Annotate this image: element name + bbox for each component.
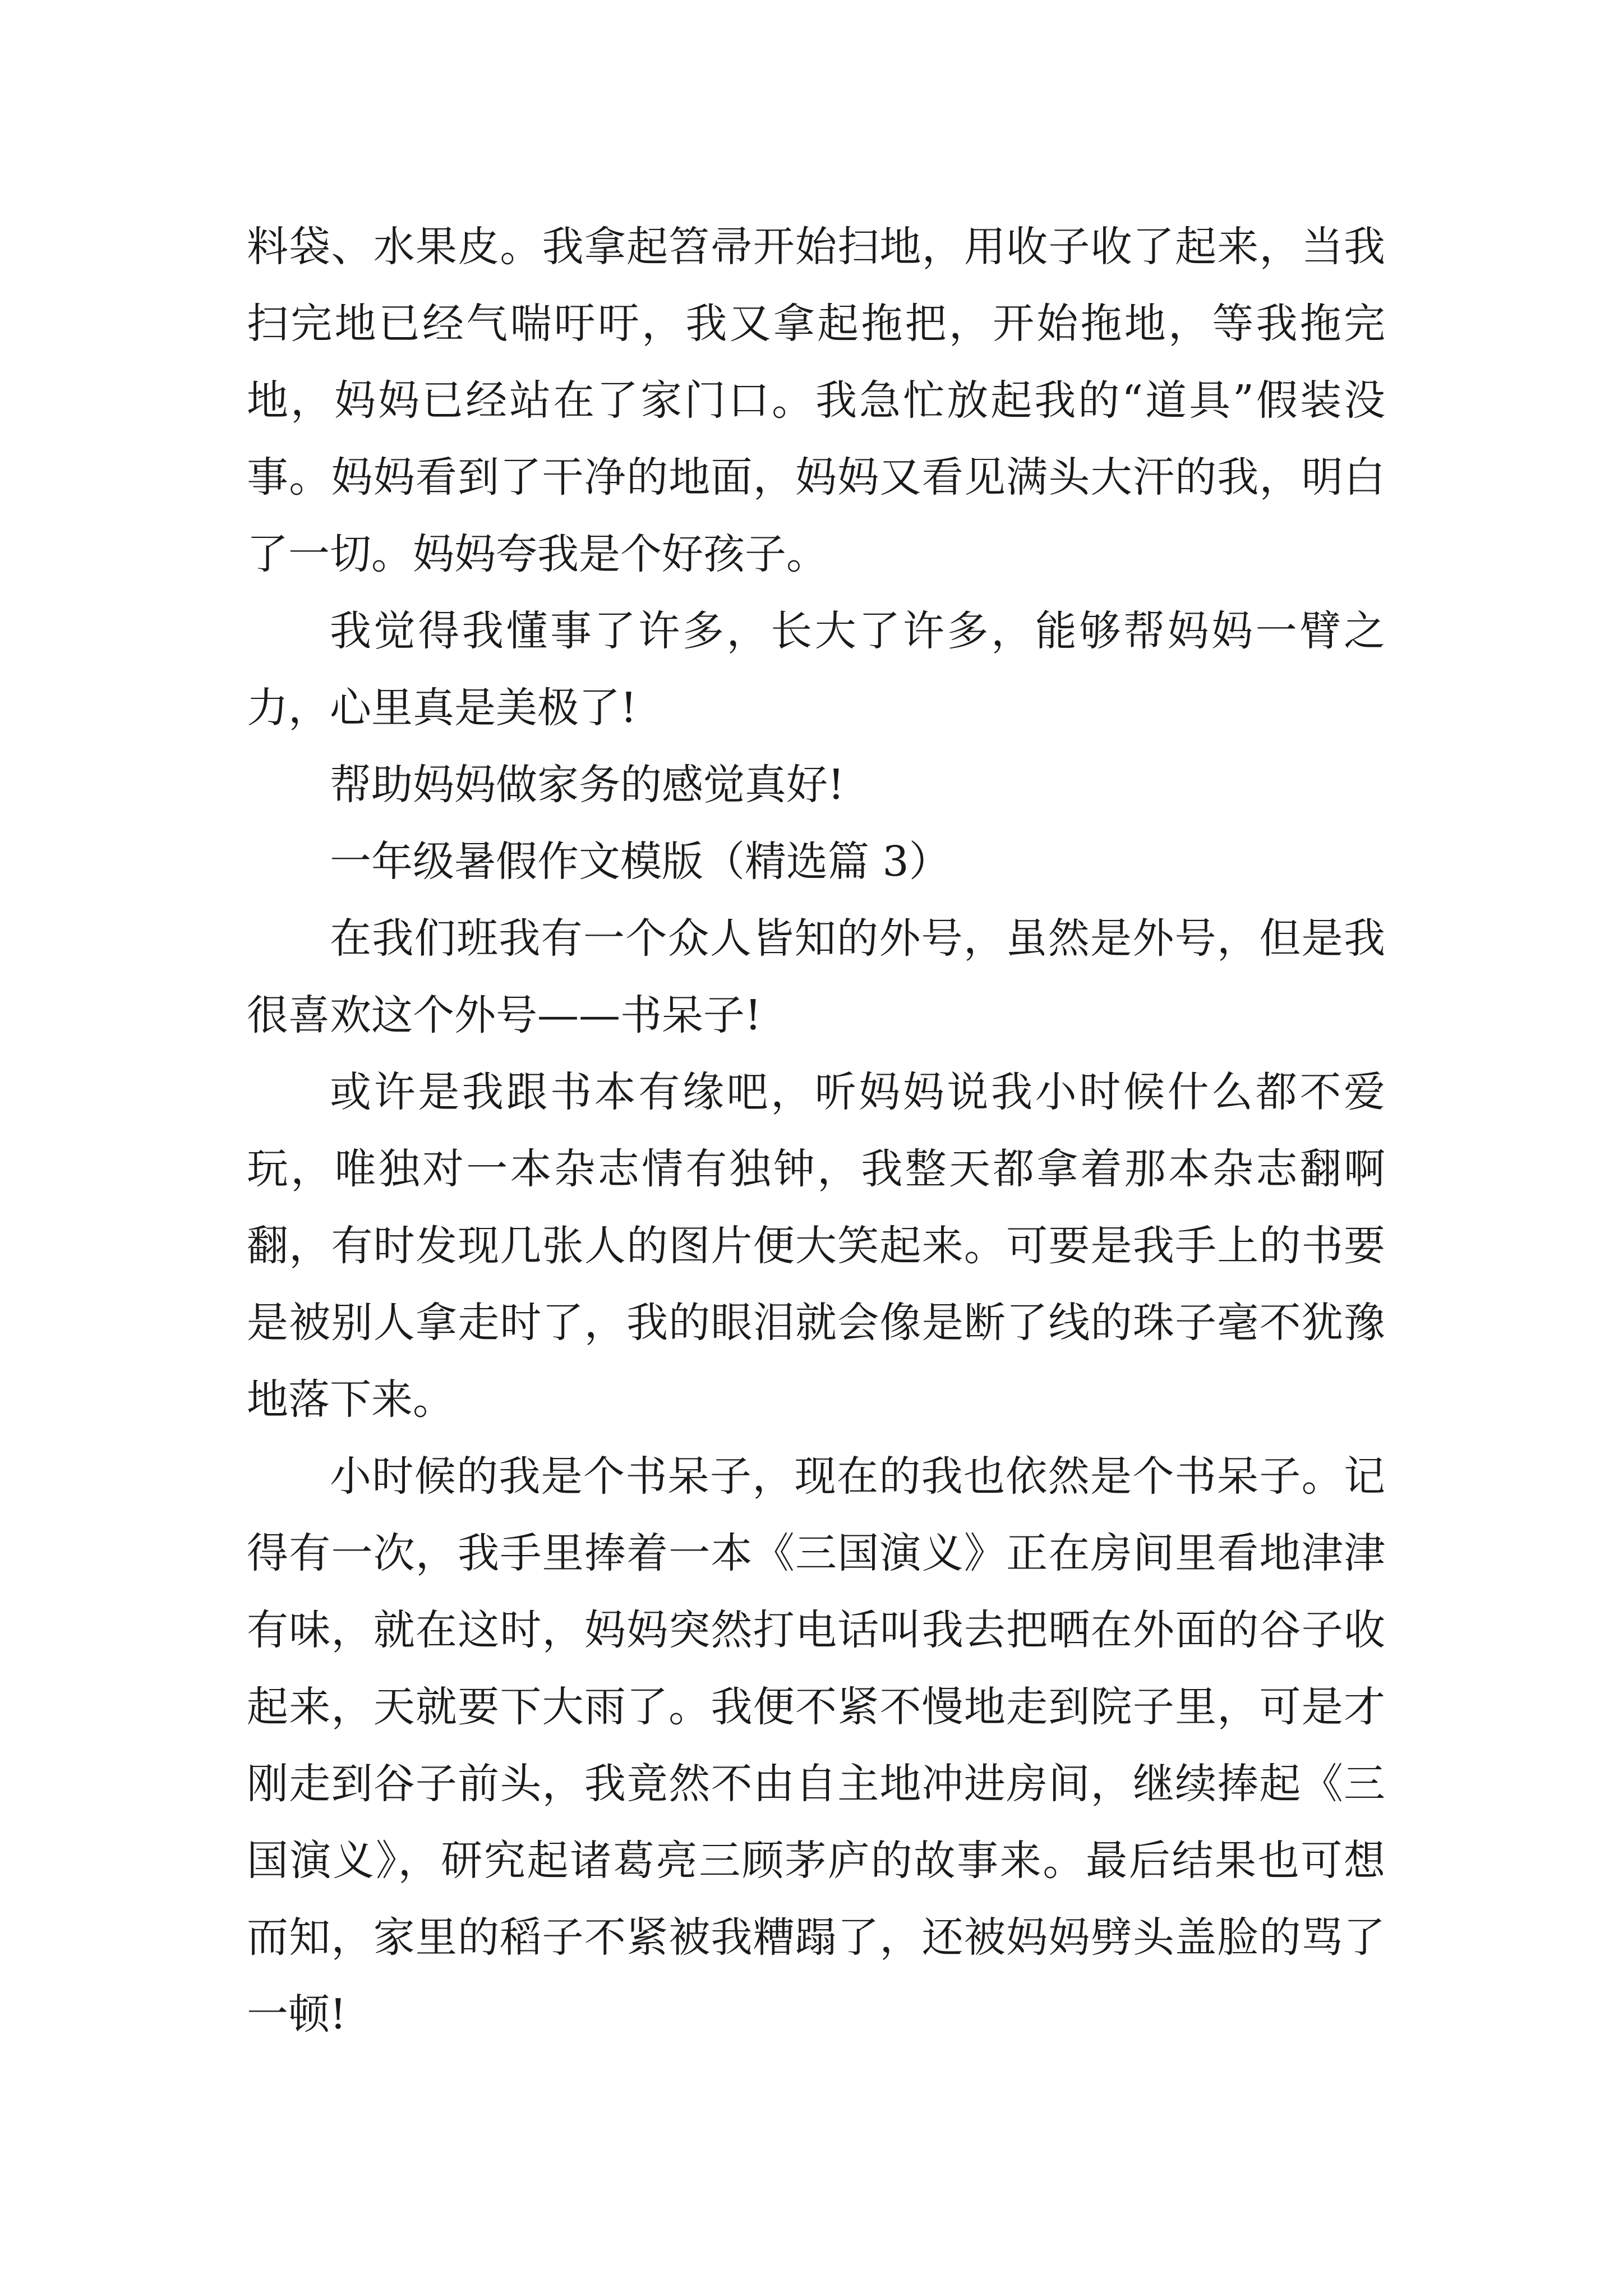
paragraph: 我觉得我懂事了许多，长大了许多，能够帮妈妈一臂之力，心里真是美极了! (247, 607, 1385, 732)
paragraph: 帮助妈妈做家务的感觉真好! (330, 761, 845, 809)
section-heading: 一年级暑假作文模版（精选篇 3） (330, 838, 951, 886)
paragraph-continued: 料袋、水果皮。我拿起笤帚开始扫地，用收子收了起来，当我扫完地已经气喘吁吁，我又拿起拖把，开始拖地，等我拖完地，妈妈已经站在了家门口。我急忙放起我的“道具”假装没事。妈妈看到了干净的地面，妈妈又看见满头大汗的我，明白了一切。妈妈夸我是个好孩子。 (247, 223, 1385, 578)
paragraph: 在我们班我有一个众人皆知的外号，虽然是外号，但是我很喜欢这个外号——书呆子! (247, 914, 1385, 1039)
paragraph: 小时候的我是个书呆子，现在的我也依然是个书呆子。记得有一次，我手里捧着一本《三国演义》正在房间里看地津津有味，就在这时，妈妈突然打电话叫我去把晒在外面的谷子收起来，天就要下大雨了。我便不紧不慢地走到院子里，可是才刚走到谷子前头，我竟然不由自主地冲进房间，继续捧起《三国演义》，研究起诸葛亮三顾茅庐的故事来。最后结果也可想而知，家里的稻子不紧被我糟蹋了，还被妈妈劈头盖脸的骂了一顿! (247, 1452, 1385, 2039)
document-body (247, 209, 1385, 2053)
paragraph: 或许是我跟书本有缘吧，听妈妈说我小时候什么都不爱玩，唯独对一本杂志情有独钟，我整天都拿着那本杂志翻啊翻，有时发现几张人的图片便大笑起来。可要是我手上的书要是被别人拿走时了，我的眼泪就会像是断了线的珠子毫不犹豫地落下来。 (247, 1068, 1385, 1424)
